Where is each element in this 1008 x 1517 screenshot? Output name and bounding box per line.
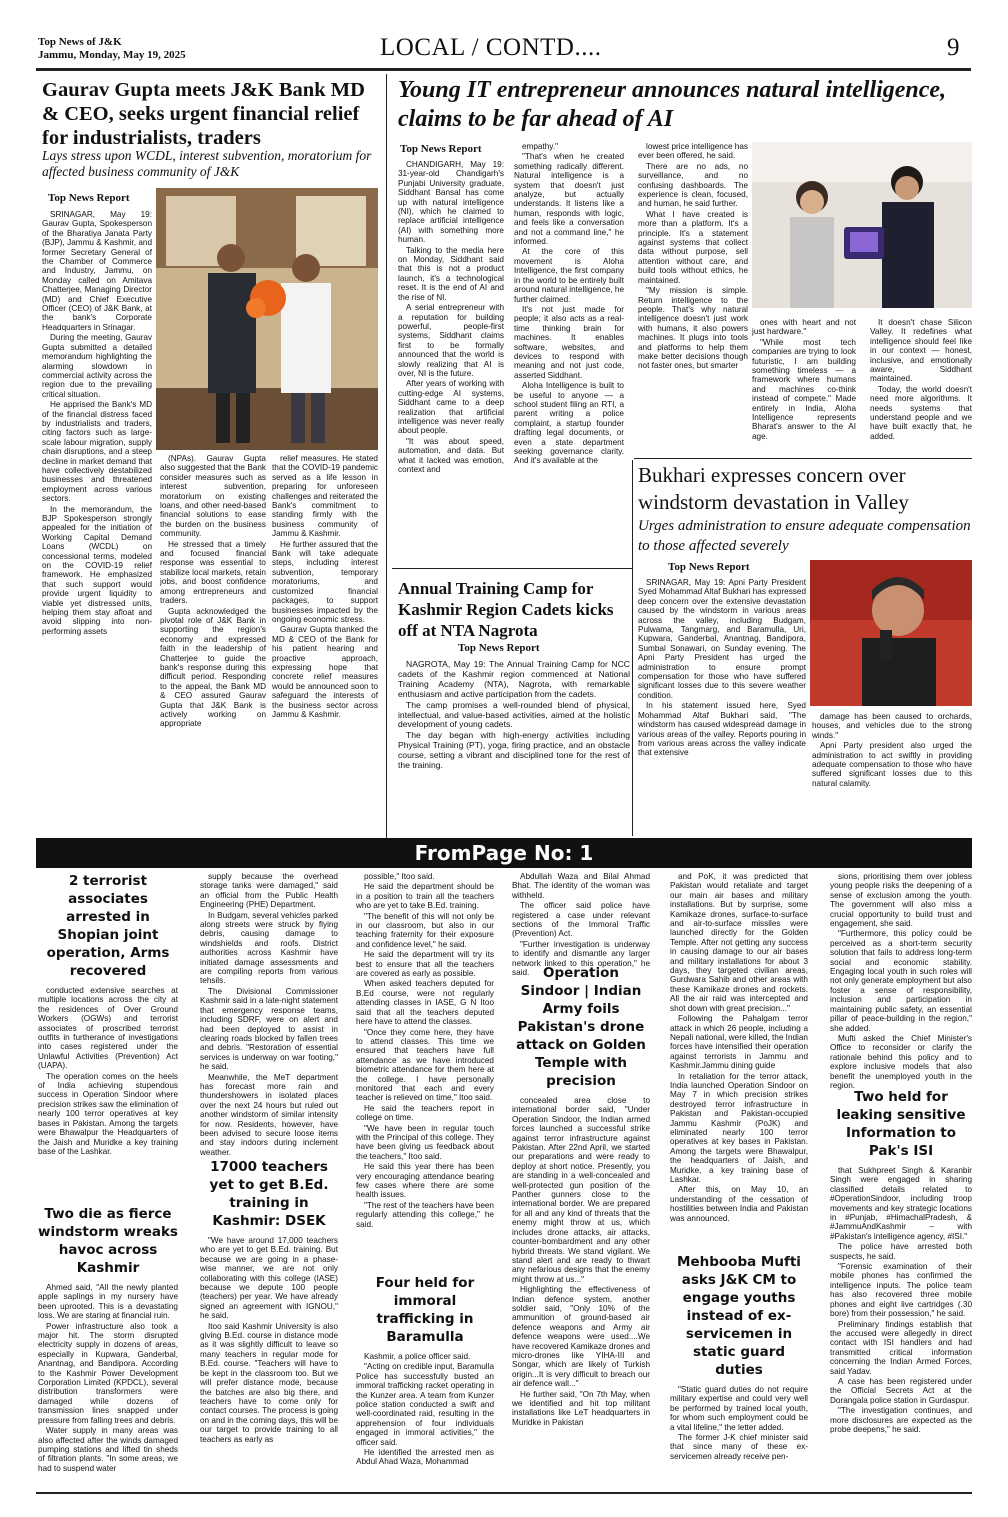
- column-divider: [632, 460, 633, 836]
- paragraph: He stressed that a timely and focused financial response was essential to stabilize local markets, retain jobs, and boost confidence among entrepreneurs and traders.: [160, 539, 266, 606]
- paragraph: CHANDIGARH, May 19: 31-year-old Chandigarh's Punjabi University graduate, Siddhant Bansal has come up with natural intelligence (NI), which he claimed to replace artificial intelligence (AI) with something more human.: [398, 160, 504, 245]
- paragraph: "Furthermore, this policy could be perceived as a short-term security solution that fails to address long-term social and economic stability. Engaging local youth in such roles will not only generate employment but also foster a sense of responsibility, inclusion and participation in maintaining public safety, an essential pillar of peace-building in the region," she added.: [830, 929, 972, 1033]
- paragraph: "Further investigation is underway to identify and dismantle any larger network linked to this operation," he said.: [512, 939, 650, 978]
- paragraph: Itoo said Kashmir University is also giving B.Ed. course in distance mode as it was slightly difficult to leave so many teachers in regular mode for B.Ed. course. "Teachers will have to be kept in the classroom too. But we will prefer distance mode, because the batches are also big there, and teachers have to come only for contact courses. The process is going on and in the coming days, this will be our target to provide training to all teachers as early as: [200, 1321, 338, 1444]
- section-title: LOCAL / CONTD....: [380, 34, 602, 61]
- paragraph: relief measures. He stated that the COVID-19 pandemic served as a life lesson in preparing for unforeseen challenges and reiterated the Bank's commitment to standing firmly with the business community of Jammu & Kashmir.: [272, 454, 378, 539]
- fp-column-6: [830, 872, 972, 1488]
- paragraph: "Once they come here, they have to attend classes. This time we ensured that teachers have full attendance as we have introduced biometric attendance for them here at the college. I have personally monitored that each and every teacher is relieved on time," Itoo said.: [356, 1027, 494, 1103]
- paragraph: ones with heart and not just hardware.": [752, 318, 856, 337]
- article4-photo: [810, 560, 972, 706]
- fp-column-2: [200, 872, 338, 1488]
- paragraph: The officer said police have registered a case under relevant sections of the Immoral Traffic (Prevention) Act.: [512, 901, 650, 939]
- fp-body: [356, 872, 494, 1268]
- article1-col3: [272, 454, 378, 834]
- fp-body: [38, 1283, 178, 1513]
- paragraph: lowest price intelligence has ever been offered, he said.: [638, 142, 748, 161]
- paragraph: Gupta acknowledged the pivotal role of J&K Bank in supporting the region's economy and expressed faith in the leadership of Chatterjee to guide the bank's response during this difficult period. Responding to the appeal, the Bank MD & CEO assured Gaurav Gupta that J&K Bank is actively working on appropriate: [160, 606, 266, 729]
- paragraph: "It was about speed, automation, and data. But what it lacked was emotion, context and: [398, 436, 504, 474]
- paragraph: He said the department should be in a position to train all the teachers who are yet to take B.Ed. training.: [356, 882, 494, 911]
- paragraph: sions, prioritising them over jobless young people risks the deepening of a sense of exclusion among the youth. The government will also miss a crucial opportunity to build trust and engagement, she said.: [830, 872, 972, 929]
- paragraph: He said the teachers report in college on time.: [356, 1103, 494, 1123]
- paragraph: Highlighting the effectiveness of Indian defence system, another soldier said, "Only 10% of the ammunition of ground-based air defence weapons and Army air defence weapons were used....We have recovered Kamikaze drones and micro-drones like YIHA-III and Songar, which are likely of Turkish origin...It is very difficult to breach our air defence wall...": [512, 1285, 650, 1389]
- paragraph: The day began with high-energy activities including Physical Training (PT), yoga, firing practice, and an obstacle course, setting a vibrant and disciplined tone for the rest of the training.: [398, 730, 630, 771]
- paragraph: He identified the arrested men as Abdul Ahad Waza, Mohammad: [356, 1448, 494, 1467]
- paragraph: He said the department will try its best to ensure that all the teachers are covered as early as possible.: [356, 950, 494, 979]
- paragraph: Water supply in many areas was also affected after the winds damaged pumping stations and lifted tin sheds of filtration plants. "In some areas, we had to suspend water: [38, 1426, 178, 1473]
- paper-name: Top News of J&K: [38, 36, 122, 48]
- paragraph: Today, the world doesn't need more algorithms. It needs systems that understand people and we have built exactly that, he added.: [870, 384, 972, 441]
- article4-col1: [638, 578, 806, 833]
- fp-headline: Four held for immoral trafficking in Baramulla: [375, 1275, 475, 1345]
- article2-col4: [752, 318, 856, 454]
- paragraph: and PoK, it was predicted that Pakistan would retaliate and target our main air bases and military installations. But by surprise, some Kamikaze drones, surface-to-surface and air-to-surface missiles were launched directly for the Golden Temple. After not getting any success in causing damage to our air bases and military installations for about 3 days, they targeted civilian areas, Gurdwara Sahib and other areas with these Kamikaze drones and rockets. All the air raid was intercepted and shot down with great precision...": [670, 872, 808, 1013]
- paragraph: supply because the overhead storage tanks were damaged," said an official from the Public Health Engineering (PHE) Department.: [200, 872, 338, 910]
- paragraph: Power infrastructure also took a major hit. The storm disrupted electricity supply in dozens of areas, especially in Kupwara, Ganderbal, Anantnag, and Bandipora. According to the Kashmir Power Development Corporation Limited (KPDCL), several distribution transformers were damaged while dozens of transmission lines snapped under pressure from falling trees and debris.: [38, 1321, 178, 1425]
- paragraph: It doesn't chase Silicon Valley. It redefines what intelligence should feel like in our context — honest, inclusive, and emotionally aware, Siddhant maintained.: [870, 318, 972, 384]
- article2-col5: [870, 318, 972, 454]
- paragraph: Aloha Intelligence is built to be useful to anyone — a school student filing an RTI, a parent writing a police complaint, a startup founder drafting legal documents, or even a state department seeking governance clarity. And it's available at the: [514, 381, 624, 466]
- article4-headline: Bukhari expresses concern over windstorm devastation in Valley: [638, 463, 909, 514]
- paragraph: The police have arrested both suspects, he said.: [830, 1242, 972, 1261]
- article2-source: Top News Report: [400, 143, 482, 155]
- paragraph: It's not just made for people; it also acts as a real-time thinking brain for machines. It enables software, websites, and devices to respond with meaning and not just code, asserted Siddhant.: [514, 304, 624, 380]
- from-page-banner: FromPage No: 1: [36, 838, 972, 868]
- article3-source: Top News Report: [458, 642, 540, 654]
- paragraph: He said this year there has been very encouraging attendance bearing few cases where there are some health issues.: [356, 1162, 494, 1200]
- paragraph: "We have been in regular touch with the Principal of this college. They have been giving us feedback about the teachers," Itoo said.: [356, 1123, 494, 1161]
- article2-headline: Young IT entrepreneur announces natural intelligence, claims to be far ahead of AI: [398, 77, 947, 132]
- paragraph: NAGROTA, May 19: The Annual Training Camp for NCC cadets of the Kashmir region commenced at National Training Academy (NTA), Nagrota, with remarkable enthusiasm and active participation from the cadets.: [398, 659, 630, 699]
- paragraph: conducted extensive searches at multiple locations across the city at the residences of Over Ground Workers (OGWs) and terrorist associates of proscribed terrorist outfits in furtherance of investigations into cases registered under the Unlawful Activities (Prevention) Act (UAPA).: [38, 986, 178, 1071]
- divider: [392, 568, 632, 569]
- article3-headline: Annual Training Camp for Kashmir Region Cadets kicks off at NTA Nagrota: [398, 579, 614, 640]
- article4-col2: [812, 712, 972, 832]
- paragraph: (NPAs). Gaurav Gupta also suggested that the Bank consider measures such as interest subvention, moratorium on existing loans, and other need-based financial solutions to ease the burden on the business community.: [160, 454, 266, 539]
- article1-col2: [160, 454, 266, 834]
- paragraph: Following the Pahalgam terror attack in which 26 people, including a Nepali national, were killed, the Indian forces have intensified their operation against terrorists in Jammu and Kashmir.Jammu dining guide: [670, 1014, 808, 1071]
- fp-column-1: [38, 872, 178, 1488]
- paragraph: When asked teachers deputed for B.Ed course, were not regularly attending classes in IASE, G N Itoo said that all the teachers deputed here have to attend the classes.: [356, 979, 494, 1027]
- paragraph: Apni Party president also urged the administration to act swiftly in providing adequate compensation to those who have suffered significant losses due to this natural calamity.: [812, 741, 972, 788]
- paragraph: He further said, "On 7th May, when we identified and hit top militant installations like LeT headquarters in Muridke in Pakistan: [512, 1389, 650, 1427]
- article2-col1: [398, 160, 504, 562]
- paragraph: concealed area close to international border said, "Under Operation Sindoor, the Indian armed forces launched a successful strike against terror infrastructure against Pakistan. After 22nd April, we started our preparations and were ready to deploy at short notice. Presently, you are standing in a well-concealed and well-protected gun position of the Panther gunners close to the international border. We are prepared for all and any kind of threats that the enemy might throw at us, which includes drone attacks, air attacks, counter-bombardment and any other hybrid threats. We stand vigilant. We stand alert and are ready to thwart any nefarious designs that the enemy might throw at us...": [512, 1096, 650, 1284]
- fp-body: [356, 1352, 494, 1482]
- fp-headline: Two die as fierce windstorm wreaks havoc across Kashmir: [38, 1206, 178, 1276]
- fp-body: [670, 872, 808, 1247]
- article1-subheadline: Lays stress upon WCDL, interest subvention, moratorium for affected business community of J&K: [42, 148, 372, 179]
- article4-subheadline: Urges administration to ensure adequate compensation to those affected severely: [638, 518, 971, 554]
- paragraph: In retaliation for the terror attack, India launched Operation Sindoor on May 7 in which precision strikes destroyed terror infrastructure in Pakistan and Pakistan-occupied Jammu Kashmir (PoJK) and eliminated nearly 100 terror operatives at key bases in Pakistan. Among the targets were Bhawalpur, the headquarters of Jaish, and Muridke, a key training base of Lashkar.: [670, 1071, 808, 1184]
- fp-column-5: [670, 872, 808, 1488]
- paragraph: The former J-K chief minister said that since many of these ex-servicemen already receive pen-: [670, 1433, 808, 1461]
- column-divider: [386, 74, 387, 838]
- paragraph: He apprised the Bank's MD of the financial distress faced by industrialists and traders, citing factors such as large-scale labour migration, supply chain disruptions, and a steep decline in market demand that have collectively destabilized businesses and threatened employment across various sectors.: [42, 400, 152, 504]
- paragraph: "Static guard duties do not require military expertise and could very well be performed by trained local youth, for whom such employment could be a vital lifeline," the letter added.: [670, 1385, 808, 1432]
- paragraph: Ahmed said, "All the newly planted apple saplings in my nursery have been uprooted. This is a devastating loss. We are staring at financial ruin.: [38, 1283, 178, 1321]
- paragraph: "That's when he created something radically different. Natural intelligence is a system that doesn't just analyze, but actually understands. It listens like a human, responds with logic, and feels like a conversation and not a command line," he informed.: [514, 152, 624, 247]
- paragraph: "The rest of the teachers have been regularly attending this college," he said.: [356, 1200, 494, 1229]
- article2-photo: [752, 142, 972, 308]
- paragraph: "The benefit of this will not only be in our classroom, but also in our teaching fraternity for their exposure and confidence level," he said.: [356, 911, 494, 949]
- paragraph: Talking to the media here on Monday, Siddhant said that this is not a product launch, it's a technological reset. It is the end of AI and the rise of NI.: [398, 245, 504, 302]
- fp-headline: Mehbooba Mufti asks J&K CM to engage youths instead of ex-servicemen in static guard duties: [677, 1254, 801, 1378]
- paragraph: SRINAGAR, May 19: Apni Party President Syed Mohammad Altaf Bukhari has expressed deep concern over the extensive devastation caused by the windstorm in various areas across the valley, including Budgam, Pulwama, Tangmarg, and Baramulla, Uri, Kupwara, Ganderbal, Anantnag, Bandipora, Sumbal Sonawari, on Sunday evening. The Apni Party President has urged the administration to ensure prompt compensation for those who have suffered significant losses due to this severe weather condition.: [638, 578, 806, 700]
- article1-photo: [156, 188, 378, 450]
- paragraph: that Sukhpreet Singh & Karanbir Singh were engaged in sharing classified details related to #OperationSindoor, including troop movements and key strategic locations in #Punjab, #HimachalPradesh, & #JammuAndKashmir – with #Pakistan's intelligence agency, #ISI.": [830, 1166, 972, 1241]
- paragraph: SRINAGAR, May 19: Gaurav Gupta, Spokesperson of the Bharatiya Janata Party (BJP), Jammu & Kashmir, and former Secretary General of the Chamber of Commerce and Industry, Jammu, on Monday called on Amitava Chatterjee, Managing Director (MD) and Chief Executive Officer (CEO) of J&K Bank, at the bank's Corporate Headquarters in Srinagar.: [42, 210, 152, 332]
- fp-column-3: [356, 872, 494, 1488]
- paragraph: damage has been caused to orchards, houses, and vehicles due to the strong winds.": [812, 712, 972, 740]
- paragraph: Abdullah Waza and Bilal Ahmad Bhat. The identity of the woman was withheld.: [512, 872, 650, 900]
- article2-col2: [514, 142, 624, 562]
- paragraph: "While most tech companies are trying to look futuristic, I am building something timeless — a framework where humans and machines co-think instead of compete." Made entirely in India, Aloha Intelligence represents Bharat's answer to the AI age.: [752, 337, 856, 441]
- fp-body: [512, 1096, 650, 1496]
- paragraph: Kashmir, a police officer said.: [364, 1352, 471, 1361]
- paragraph: After years of working with cutting-edge AI systems, Siddhant came to a deep realization that artificial intelligence was never really about people.: [398, 379, 504, 436]
- fp-headline: 2 terrorist associates arrested in Shopian joint operation, Arms recovered: [46, 873, 170, 979]
- paragraph: possible," Itoo said.: [364, 872, 435, 881]
- fp-headline: Operation Sindoor | Indian Army foils Pakistan's drone attack on Golden Temple with precision: [516, 965, 646, 1089]
- paragraph: A serial entrepreneur with a reputation for building powerful, people-first systems, Siddhant claims first to be formally announced that the world is slowly realizing that AI is over, NI is the future.: [398, 303, 504, 378]
- masthead-left: [38, 36, 186, 62]
- article3-body: [398, 660, 630, 830]
- article1-source: Top News Report: [48, 192, 130, 204]
- paragraph: The camp promises a well-rounded blend of physical, intellectual, and value-based activities, aimed at the holistic development of young cadets.: [398, 699, 630, 730]
- paragraph: Meanwhile, the MeT department has forecast more rain and thundershowers in isolated places over the next 24 hours but ruled out another windstorm of similar intensity for now. Residents, however, have been advised to secure loose items and stay indoors during inclement weather.: [200, 1072, 338, 1157]
- paragraph: "My mission is simple. Return intelligence to the people. That's why natural intelligence doesn't just work with humans, it also powers machines. It plugs into tools and platforms to help them make better decisions though not faster ones, but smarter: [638, 286, 748, 371]
- bottom-rule: [36, 1492, 972, 1494]
- paragraph: In his statement issued here, Syed Mohammad Altaf Bukhari said, "The windstorm has caused widespread damage in various areas of the valley. Reports pouring in from various areas across the valley indicate that extensive: [638, 701, 806, 758]
- paragraph: The Divisional Commissioner Kashmir said in a late-night statement that emergency response teams, including SDRF, were on alert and had been deployed to assist in clearing roads blocked by fallen trees and debris. "Restoration of essential services is underway on war footing," he said.: [200, 986, 338, 1072]
- paragraph: "The investigation continues, and more disclosures are expected as the probe deepens," he said.: [830, 1406, 972, 1434]
- fp-column-4: [512, 872, 650, 1488]
- paragraph: Preliminary findings establish that the accused were allegedly in direct contact with ISI handlers and had transmitted critical information concerning the Indian Armed Forces, said Yadav.: [830, 1319, 972, 1376]
- fp-body: [200, 1236, 338, 1486]
- article1-headline: Gaurav Gupta meets J&K Bank MD & CEO, seeks urgent financial relief for industrialists, traders: [42, 79, 365, 149]
- divider: [634, 458, 972, 459]
- paragraph: In Budgam, several vehicles parked along streets were struck by flying debris, causing damage to windshields and roofs. District authorities across Kashmir have initiated damage assessments and are compiling reports from various tehsils.: [200, 910, 338, 986]
- article2-col3: [638, 142, 748, 454]
- paragraph: Gaurav Gupta thanked the MD & CEO of the Bank for his patient hearing and proactive approach, expressing hope that concrete relief measures would be announced soon to safeguard the interests of the business sector across Jammu & Kashmir.: [272, 625, 378, 719]
- article1-col1: [42, 210, 152, 835]
- paragraph: The operation comes on the heels of India achieving stupendous success in Operation Sindoor where precision strikes saw the elimination of nearly 100 terror operatives at key bases in Pakistan. Among the targets were Bhawalpur the Headquarters of the Jaish and Muridke a key training base of the Lashkar.: [38, 1071, 178, 1156]
- paragraph: After this, on May 10, an understanding of the cessation of hostilities between India and Pakistan was announced.: [670, 1185, 808, 1223]
- fp-body: [830, 872, 972, 1090]
- top-rule: [36, 68, 971, 71]
- paragraph: "Forensic examination of their mobile phones has confirmed the intelligence inputs. The police team has also recovered three mobile phones and eight live cartridges (.30 bore) from their possession," he said.: [830, 1262, 972, 1319]
- fp-headline: 17000 teachers yet to get B.Ed. training in Kashmir: DSEK: [209, 1159, 329, 1229]
- fp-body: [830, 1166, 972, 1486]
- paragraph: During the meeting, Gaurav Gupta submitted a detailed memorandum highlighting the alarming slowdown in commercial activity across the region due to the prevailing critical situation.: [42, 333, 152, 399]
- paragraph: In the memorandum, the BJP Spokesperson strongly appealed for the initiation of Working Capital Demand Loans (WCDL) on concessional terms, modeled on the COVID-19 relief framework. He emphasized that such support would provide urgent liquidity to viable yet distressed units, helping them stay afloat and avoid slipping into non-performing assets: [42, 504, 152, 636]
- paragraph: He further assured that the Bank will take adequate steps, including interest subvention, temporary moratoriums, and customized financial packages, to support businesses impacted by the ongoing economic stress.: [272, 539, 378, 624]
- paragraph: At the core of this movement is Aloha Intelligence, the first company in the world to be entirely built around natural intelligence, he further claimed.: [514, 247, 624, 304]
- paragraph: "Acting on credible input, Baramulla Police has successfully busted an immoral trafficking racket operating in the Kunzer area. A team from Kunzer police station conducted a swift and well-coordinated raid, resulting in the apprehension of four individuals engaged in immoral activities," the officer said.: [356, 1362, 494, 1447]
- paragraph: empathy.": [522, 142, 558, 151]
- paragraph: There are no ads, no surveillance, and no confusing dashboards. The experience is clean, focused, and human, he said further.: [638, 161, 748, 209]
- fp-body: [200, 872, 338, 1157]
- paragraph: What I have created is more than a platform. It's a principle. It's a statement against systems that collect data without purpose, sell attention without care, and build tools without ethics, he maintained.: [638, 209, 748, 285]
- paragraph: "We have around 17,000 teachers who are yet to get B.Ed. training. But because we are going in a phase-wise manner, we are not only collaborating with this college (IASE) because we depute 100 people (teachers) per year. We have already signed an agreement with IGNOU," he said.: [200, 1236, 338, 1321]
- paragraph: Mufti asked the Chief Minister's Office to reconsider or clarify the rationale behind this policy and to explore inclusive models that also benefit the unemployed youth in the region.: [830, 1033, 972, 1090]
- fp-body: [512, 872, 650, 978]
- fp-body: [670, 1385, 808, 1490]
- article4-source: Top News Report: [668, 561, 750, 573]
- dateline: Jammu, Monday, May 19, 2025: [38, 49, 186, 61]
- paragraph: A case has been registered under the Official Secrets Act at the Dorangala police station in Gurdaspur.: [830, 1376, 972, 1405]
- page-number: 9: [947, 34, 960, 61]
- fp-body: [38, 986, 178, 1201]
- fp-headline: Two held for leaking sensitive Information to Pak's ISI: [836, 1089, 966, 1159]
